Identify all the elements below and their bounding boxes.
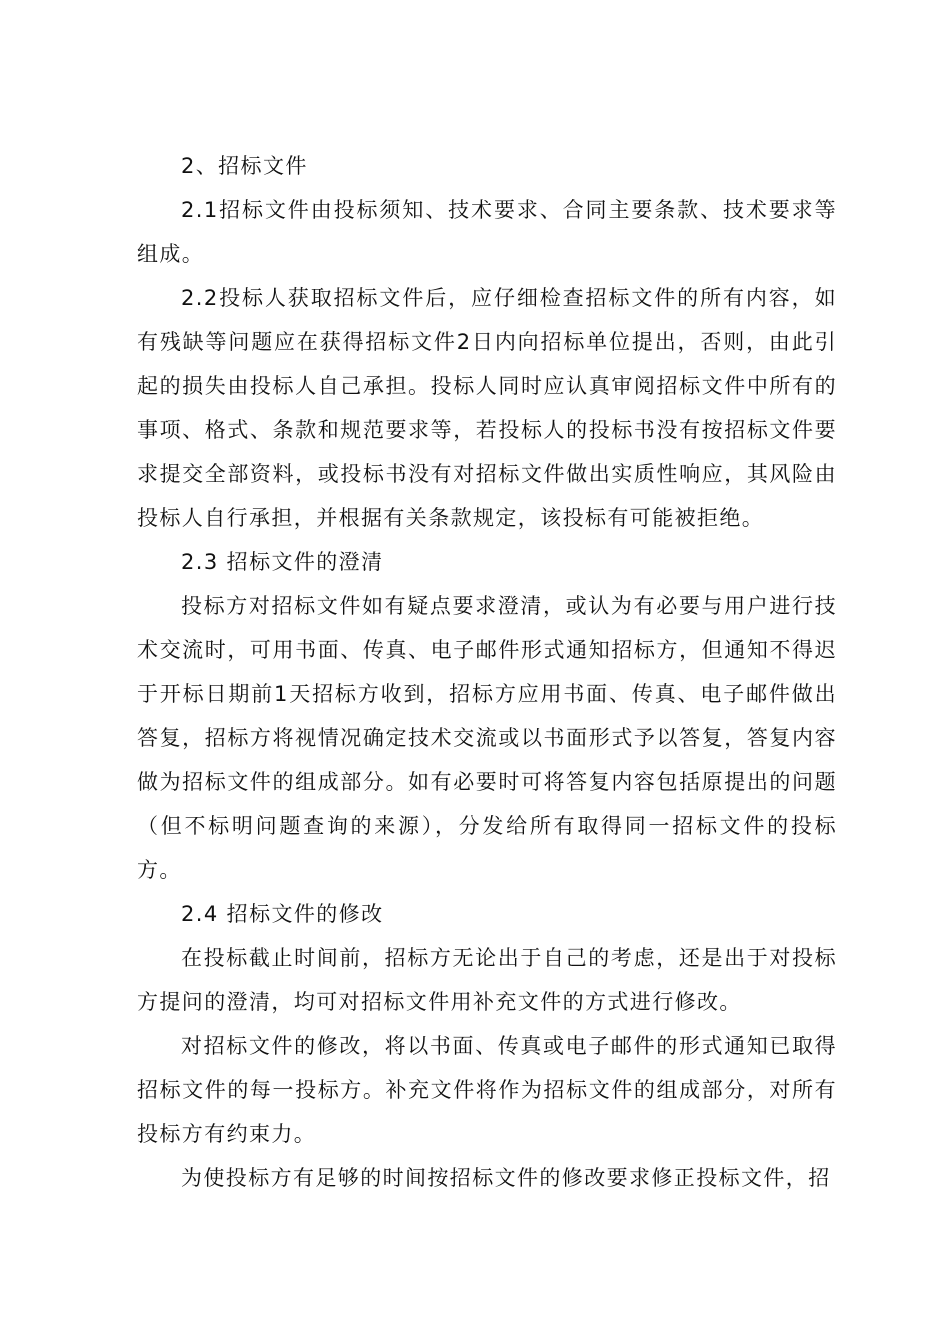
- subsection-heading-2-3: 2.3 招标文件的澄清: [181, 550, 384, 574]
- paragraph-modification-1: 在投标截止时间前，招标方无论出于自己的考虑，还是出于对投标方提问的澄清，均可对招标文件用补充文件的方式进行修改。: [137, 946, 837, 1014]
- subsection-heading-2-4: 2.4 招标文件的修改: [181, 902, 384, 926]
- paragraph-modification-3: 为使投标方有足够的时间按招标文件的修改要求修正投标文件，招: [181, 1166, 831, 1190]
- section-heading: 2、招标文件: [181, 154, 308, 178]
- paragraph-modification-2: 对招标文件的修改，将以书面、传真或电子邮件的形式通知已取得招标文件的每一投标方。补充文件将作为招标文件的组成部分，对所有投标方有约束力。: [137, 1034, 837, 1146]
- paragraph-clarification: 投标方对招标文件如有疑点要求澄清，或认为有必要与用户进行技术交流时，可用书面、传真、电子邮件形式通知招标方，但通知不得迟于开标日期前1天招标方收到，招标方应用书面、传真、电子邮件做出答复，招标方将视情况确定技术交流或以书面形式予以答复，答复内容做为招标文件的组成部分。如有必要时可将答复内容包括原提出的问题（但不标明问题查询的来源），分发给所有取得同一招标文件的投标方。: [137, 594, 837, 882]
- document-body: [137, 144, 837, 1200]
- paragraph-2-1: 2.1招标文件由投标须知、技术要求、合同主要条款、技术要求等组成。: [137, 198, 837, 266]
- paragraph-2-2: 2.2投标人获取招标文件后，应仔细检查招标文件的所有内容，如有残缺等问题应在获得招标文件2日内向招标单位提出，否则，由此引起的损失由投标人自己承担。投标人同时应认真审阅招标文件中所有的事项、格式、条款和规范要求等，若投标人的投标书没有按招标文件要求提交全部资料，或投标书没有对招标文件做出实质性响应，其风险由投标人自行承担，并根据有关条款规定，该投标有可能被拒绝。: [137, 286, 837, 530]
